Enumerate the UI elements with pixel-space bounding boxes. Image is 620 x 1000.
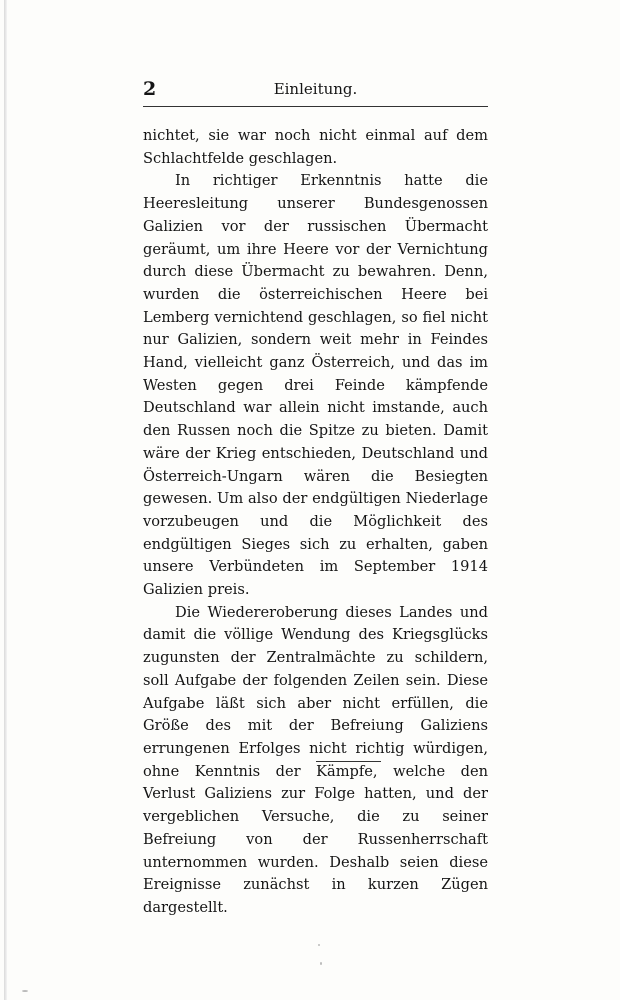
section-end-rule bbox=[316, 761, 381, 762]
page-edge-shadow bbox=[4, 0, 7, 1000]
paper-speck bbox=[320, 962, 322, 965]
paragraph-continued: nichtet, sie war noch nicht einmal auf dem Schlachtfelde geschlagen. bbox=[143, 127, 488, 167]
running-head: Einleitung. bbox=[273, 80, 358, 98]
paper-speck bbox=[318, 944, 320, 946]
paragraph: Die Wiedereroberung dieses Landes und damit die völlige Wendung des Kriegsglücks zugunsten der Zentralmächte zu schildern, soll Aufgabe der folgenden Zeilen sein. Diese Aufgabe läßt sich aber nicht erfüllen, die Größe des mit der Befreiung Galiziens errungenen Erfolges nicht richtig würdigen, ohne Kenntnis der Kämpfe, welche den Verlust Galiziens zur Folge hatten, und der vergeblichen Versuche, die zu seiner Befreiung von der Russenherrschaft unternommen wurden. Deshalb seien diese Ereignisse zunächst in kurzen Zügen dargestellt. bbox=[143, 603, 488, 916]
paragraph: In richtiger Erkenntnis hatte die Heeresleitung unserer Bundesgenossen Galizien vor der russischen Übermacht geräumt, um ihre Heere vor der Vernichtung durch diese Übermacht zu bewahren. Denn, wurden die österreichischen Heere bei Lemberg vernichtend geschlagen, so fiel nicht nur Galizien, sondern weit mehr in Feindes Hand, vielleicht ganz Österreich, und das im Westen gegen drei Feinde kämpfende Deutschland war allein nicht imstande, auch den Russen noch die Spitze zu bieten. Damit wäre der Krieg entschieden, Deutschland und Österreich-Ungarn wären die Besiegten gewesen. Um also der endgültigen Niederlage vorzubeugen und die Möglichkeit des endgültigen Sieges sich zu erhalten, gaben unsere Verbündeten im September 1914 Galizien preis. bbox=[143, 172, 488, 599]
page-header bbox=[143, 78, 488, 100]
body-text bbox=[143, 125, 488, 920]
header-rule bbox=[143, 106, 488, 107]
paper-speck bbox=[22, 990, 28, 992]
page-number: 2 bbox=[143, 78, 157, 100]
